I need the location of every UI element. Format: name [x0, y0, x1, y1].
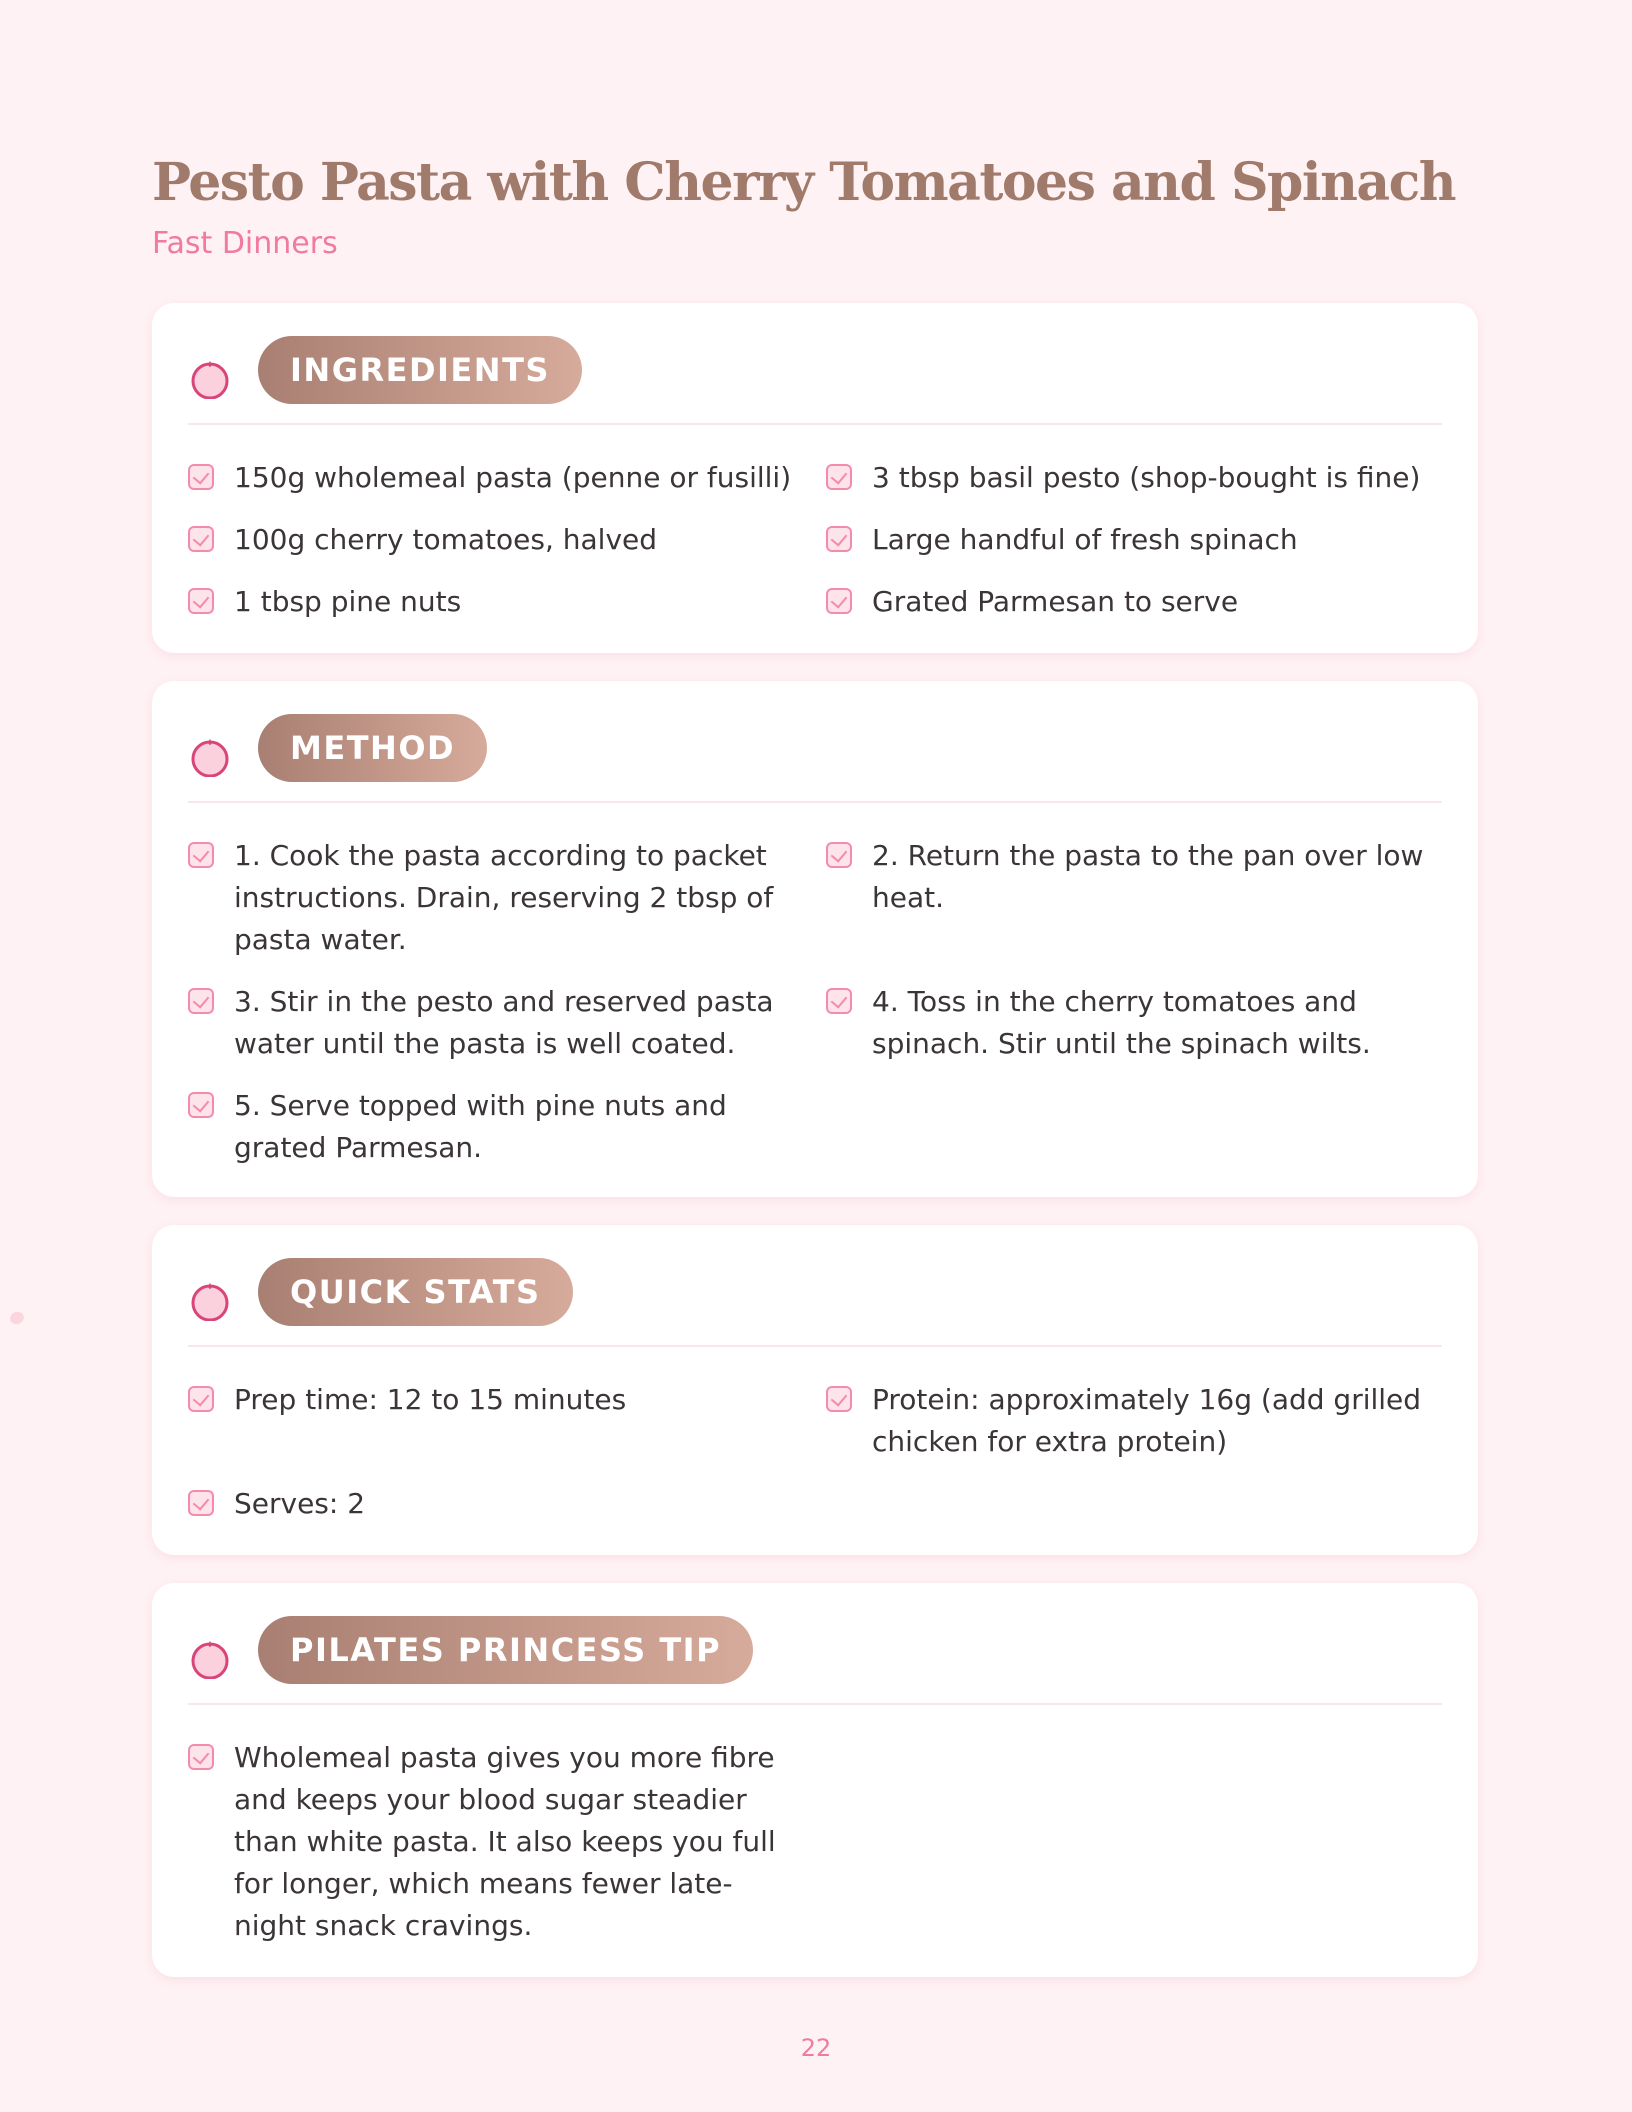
- recipe-title: Pesto Pasta with Cherry Tomatoes and Spinach: [152, 152, 1456, 213]
- list-item: [188, 519, 826, 561]
- tip-heading: PILATES PRINCESS TIP: [258, 1616, 753, 1684]
- checkbox-checked-icon: [188, 1744, 214, 1770]
- list-item-text: 3. Stir in the pesto and reserved pasta water until the pasta is well coated.: [234, 985, 774, 1060]
- ingredients-column-left: [188, 457, 826, 643]
- list-item: [188, 457, 826, 499]
- tip-list: [188, 1705, 1442, 1967]
- method-card: [152, 681, 1478, 1197]
- quick-stats-heading: QUICK STATS: [258, 1258, 573, 1326]
- list-item-text: Wholemeal pasta gives you more fibre and keeps your blood sugar steadier than white pasta. It also keeps you full for longer, which means fewer late-night snack cravings.: [234, 1741, 776, 1942]
- checkbox-checked-icon: [188, 988, 214, 1014]
- onion-icon: [188, 355, 232, 399]
- decorative-petal: [8, 1310, 26, 1327]
- recipe-page: [152, 150, 1478, 262]
- page-number: 22: [800, 2034, 832, 2062]
- method-column-left: [188, 835, 826, 1189]
- onion-icon: [188, 733, 232, 777]
- list-item: [188, 981, 826, 1065]
- list-item: [188, 1085, 826, 1169]
- checkbox-checked-icon: [188, 1092, 214, 1118]
- checkbox-checked-icon: [826, 464, 852, 490]
- list-item-text: 2. Return the pasta to the pan over low heat.: [872, 839, 1424, 914]
- list-item-text: 5. Serve topped with pine nuts and grated Parmesan.: [234, 1089, 727, 1164]
- checkbox-checked-icon: [826, 988, 852, 1014]
- checkbox-checked-icon: [188, 1386, 214, 1412]
- list-item-text: Large handful of fresh spinach: [872, 523, 1298, 556]
- ingredients-column-right: [826, 457, 1442, 643]
- quick-stats-header: [188, 1257, 1442, 1327]
- checkbox-checked-icon: [188, 588, 214, 614]
- list-item-text: 3 tbsp basil pesto (shop-bought is fine): [872, 461, 1421, 494]
- checkbox-checked-icon: [188, 1490, 214, 1516]
- onion-icon: [188, 1635, 232, 1679]
- tip-card: [152, 1583, 1478, 1977]
- tip-header: [188, 1615, 1442, 1685]
- tip-column-right: [826, 1737, 1442, 1967]
- onion-icon: [188, 1277, 232, 1321]
- list-item: [188, 1379, 826, 1421]
- list-item-text: Grated Parmesan to serve: [872, 585, 1239, 618]
- list-item: [826, 457, 1442, 499]
- quick-stats-card: [152, 1225, 1478, 1555]
- list-item: [188, 835, 826, 961]
- list-item-text: 100g cherry tomatoes, halved: [234, 523, 658, 556]
- checkbox-checked-icon: [188, 526, 214, 552]
- list-item-text: 150g wholemeal pasta (penne or fusilli): [234, 461, 792, 494]
- list-item-text: Protein: approximately 16g (add grilled chicken for extra protein): [872, 1383, 1422, 1458]
- list-item-text: Serves: 2: [234, 1487, 366, 1520]
- list-item-text: 1. Cook the pasta according to packet instructions. Drain, reserving 2 tbsp of pasta water.: [234, 839, 774, 956]
- method-steps: [188, 803, 1442, 1189]
- list-item: [826, 835, 1442, 919]
- checkbox-checked-icon: [826, 1386, 852, 1412]
- list-item: [826, 581, 1442, 623]
- list-item: [826, 981, 1442, 1065]
- method-column-right: [826, 835, 1442, 1189]
- checkbox-checked-icon: [826, 588, 852, 614]
- checkbox-checked-icon: [188, 464, 214, 490]
- ingredients-heading: INGREDIENTS: [258, 336, 582, 404]
- list-item: [826, 1379, 1442, 1463]
- list-item: [188, 1483, 826, 1525]
- ingredients-list: [188, 425, 1442, 643]
- method-header: [188, 713, 1442, 783]
- recipe-category: Fast Dinners: [152, 226, 338, 261]
- checkbox-checked-icon: [188, 842, 214, 868]
- list-item-text: Prep time: 12 to 15 minutes: [234, 1383, 627, 1416]
- ingredients-card: [152, 303, 1478, 653]
- list-item: [188, 581, 826, 623]
- list-item: [826, 519, 1442, 561]
- checkbox-checked-icon: [826, 842, 852, 868]
- quick-stats-column-right: [826, 1379, 1442, 1545]
- list-item: [188, 1737, 826, 1947]
- tip-column-left: [188, 1737, 826, 1967]
- quick-stats-list: [188, 1347, 1442, 1545]
- method-heading: METHOD: [258, 714, 487, 782]
- list-item-text: 4. Toss in the cherry tomatoes and spinach. Stir until the spinach wilts.: [872, 985, 1371, 1060]
- list-item-text: 1 tbsp pine nuts: [234, 585, 462, 618]
- quick-stats-column-left: [188, 1379, 826, 1545]
- ingredients-header: [188, 335, 1442, 405]
- checkbox-checked-icon: [826, 526, 852, 552]
